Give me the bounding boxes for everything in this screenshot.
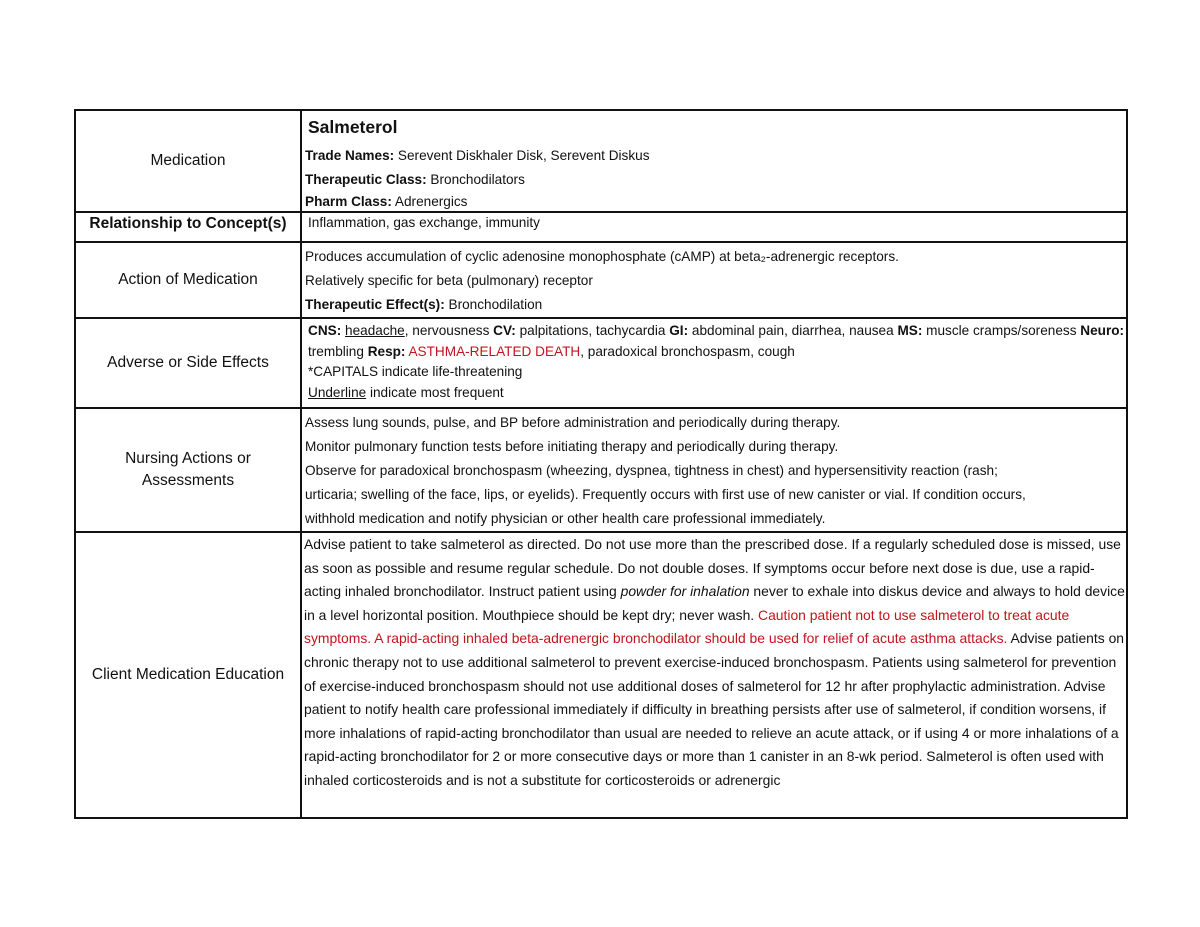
medication-row [75,110,1127,212]
adverse-text: CNS: headache, nervousness CV: palpitations, tachycardia GI: abdominal pain, diarrhea, nausea MS: muscle cramps/soreness Neuro: trembling Resp: ASTHMA-RELATED DEATH, paradoxical bronchospasm, cough *CAPITALS indicate life-threatening Underline indicate most frequent [302,319,1126,407]
pharm-class: Pharm Class: Adrenergics [305,194,468,209]
adverse-row [75,318,1127,408]
nursing-label: Nursing Actions or Assessments [75,408,301,532]
education-row [75,532,1127,818]
medication-cell [301,110,1127,212]
action-label: Action of Medication [75,242,301,318]
medication-label: Medication [75,110,301,212]
trade-names: Trade Names: Serevent Diskhaler Disk, Serevent Diskus [305,148,650,163]
action-row [75,242,1127,318]
relationship-cell [301,212,1127,242]
therapeutic-class: Therapeutic Class: Bronchodilators [305,172,525,187]
adverse-cell [301,318,1127,408]
education-label: Client Medication Education [75,532,301,818]
nursing-line-4: urticaria; swelling of the face, lips, or eyelids). Frequently occurs with first use of new canister or vial. If condition occurs, [305,487,1026,502]
nursing-line-1: Assess lung sounds, pulse, and BP before administration and periodically during therapy. [305,415,841,430]
underline-note: Underline indicate most frequent [308,384,504,400]
nursing-line-2: Monitor pulmonary function tests before initiating therapy and periodically during therapy. [305,439,839,454]
drug-name: Salmeterol [308,117,398,137]
adverse-label: Adverse or Side Effects [75,318,301,408]
education-text: Advise patient to take salmeterol as directed. Do not use more than the prescribed dose. If a regularly scheduled dose is missed, use as soon as possible and resume regular schedule. Do not double doses. If symptoms occur before next dose is due, use a rapid-acting inhaled bronchodilator. Instruct patient using powder for inhalation never to exhale into diskus device and always to hold device in a level horizontal position. Mouthpiece should be kept dry; never wash. Caution patient not to use salmeterol to treat acute symptoms. A rapid-acting inhaled beta-adrenergic bronchodilator should be used for relief of acute asthma attacks. Advise patients on chronic therapy not to use additional salmeterol to prevent exercise-induced bronchospasm. Patients using salmeterol for prevention of exercise-induced bronchospasm should not use additional doses of salmeterol for 12 hr after prophylactic administration. Advise patient to notify health care professional immediately if difficulty in breathing persists after use of salmeterol, if condition worsens, if more inhalations of rapid-acting bronchodilator than usual are needed to relieve an acute attack, or if using 4 or more inhalations of a rapid-acting bronchodilator for 2 or more consecutive days or more than 1 canister in an 8-wk period. Salmeterol is often used with inhaled corticosteroids and is not a substitute for corticosteroids or adrenergic [304,536,1125,788]
action-line-2: Relatively specific for beta (pulmonary) receptor [305,273,593,288]
relationship-row [75,212,1127,242]
relationship-label: Relationship to Concept(s) [75,212,301,242]
therapeutic-effect: Therapeutic Effect(s): Bronchodilation [305,297,543,312]
action-line-1: Produces accumulation of cyclic adenosine monophosphate (cAMP) at beta₂-adrenergic receptors. [305,249,899,264]
nursing-row [75,408,1127,532]
nursing-cell [301,408,1127,532]
nursing-line-5: withhold medication and notify physician or other health care professional immediately. [305,511,826,526]
capitals-note: *CAPITALS indicate life-threatening [308,364,523,379]
medication-card-table [74,109,1128,819]
education-cell [301,532,1127,818]
nursing-line-3: Observe for paradoxical bronchospasm (wheezing, dyspnea, tightness in chest) and hypersensitivity reaction (rash; [305,463,998,478]
action-cell [301,242,1127,318]
relationship-text: Inflammation, gas exchange, immunity [308,215,540,230]
